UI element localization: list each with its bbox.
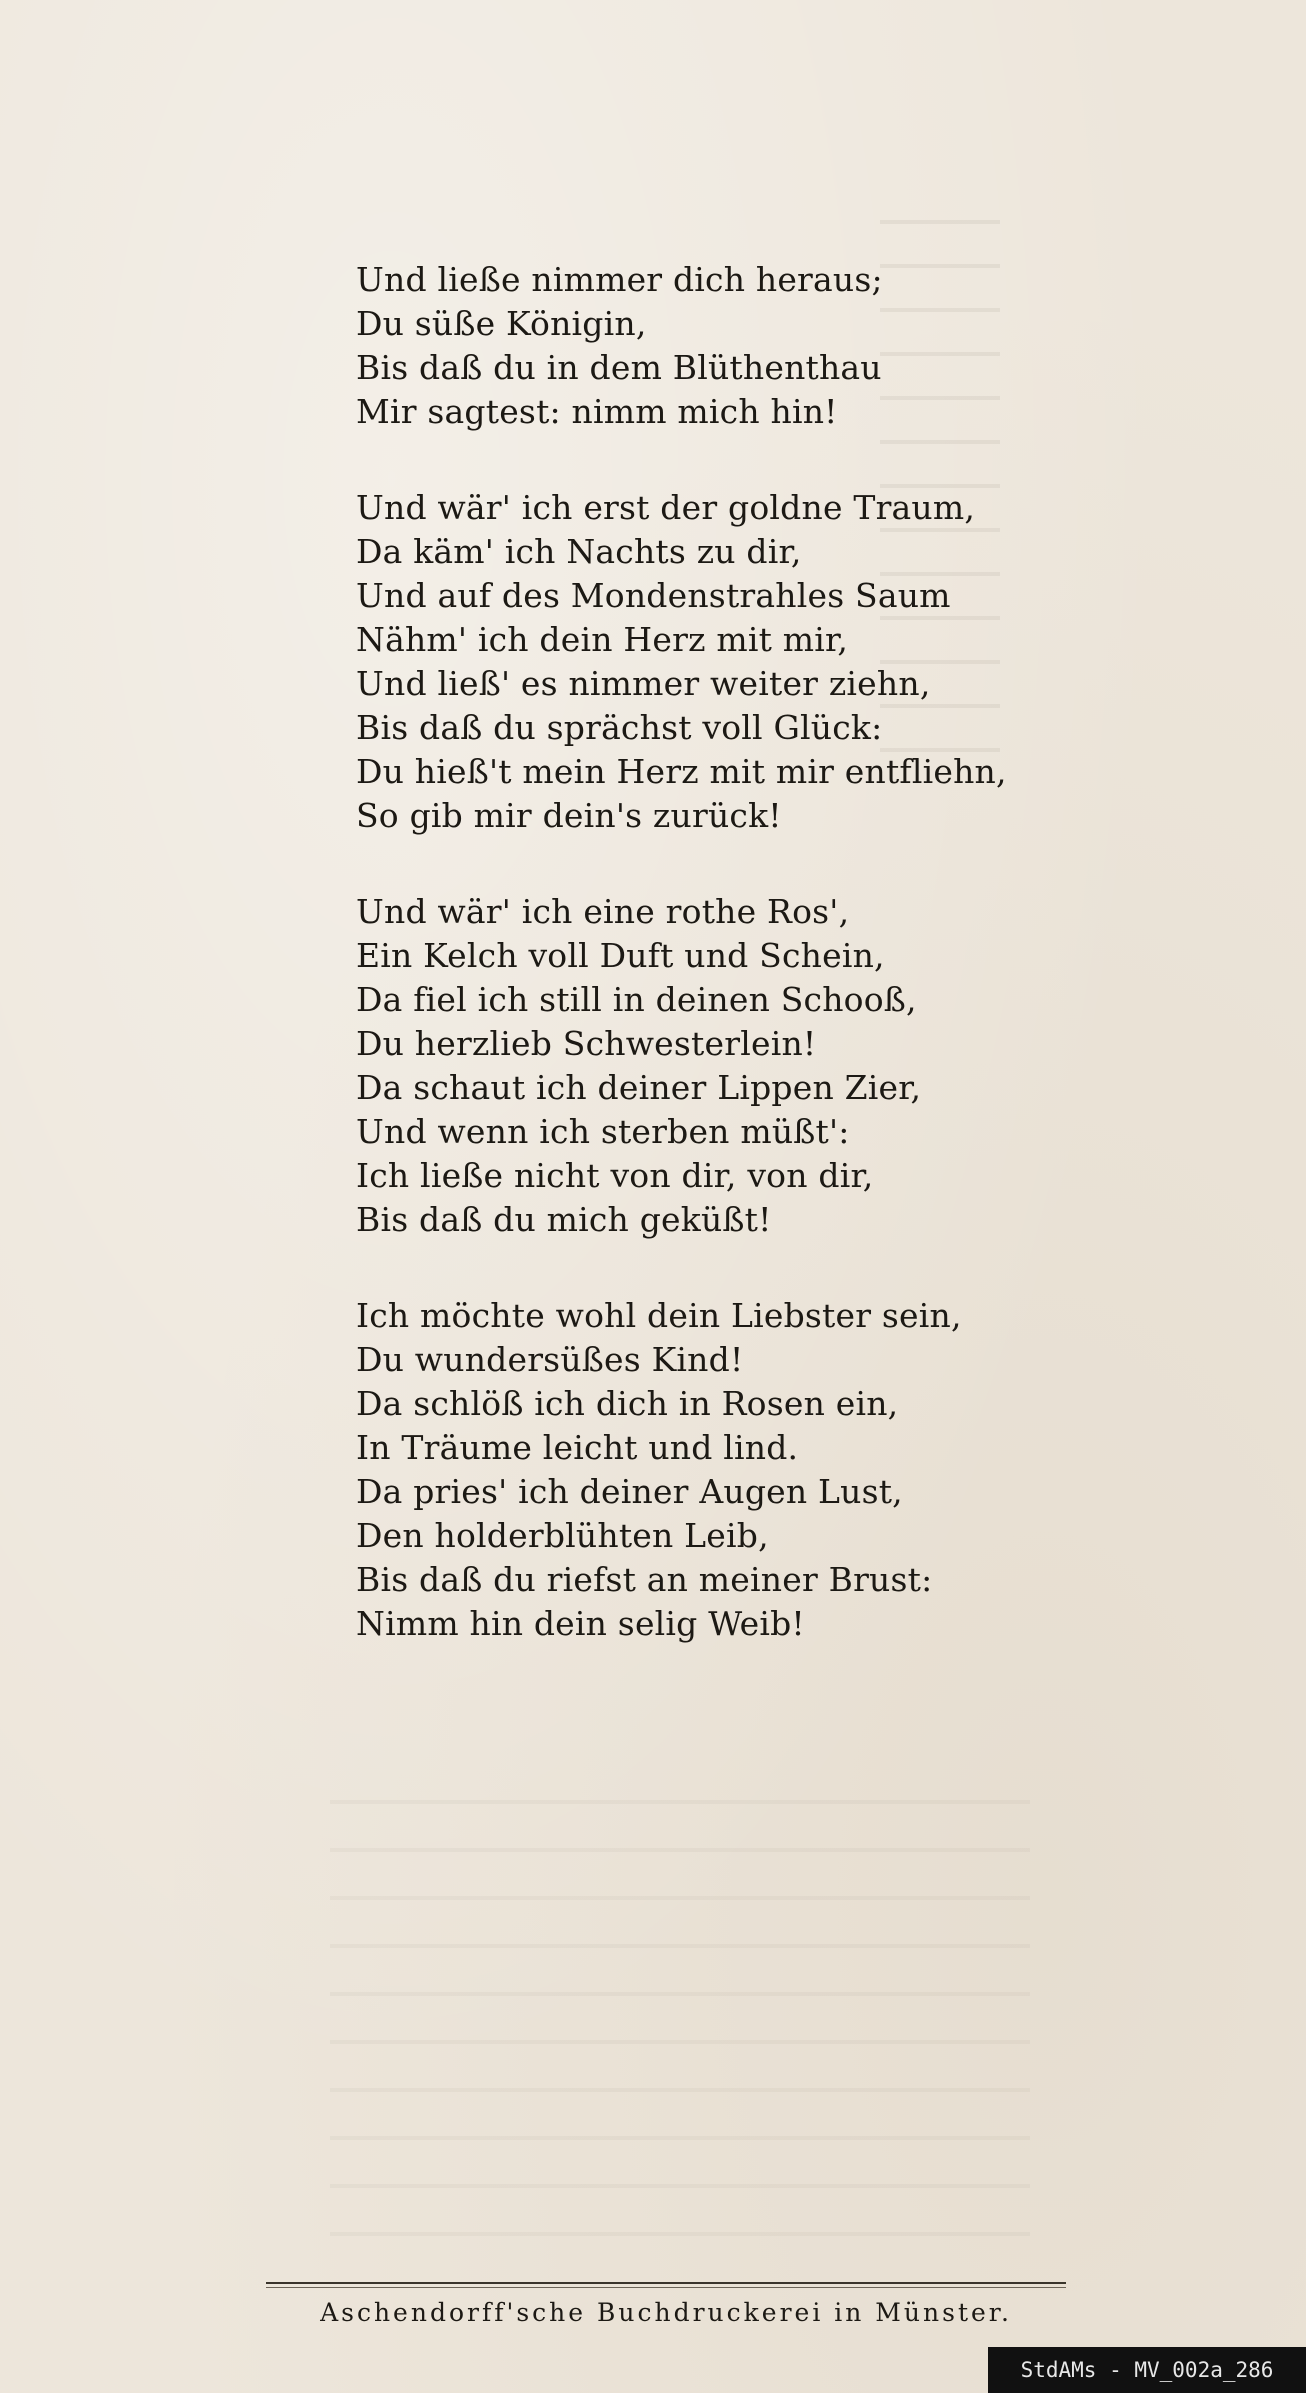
poem-line: In Träume leicht und lind. <box>356 1428 799 1467</box>
poem-line: Du hieß't mein Herz mit mir entfliehn, <box>356 752 1007 791</box>
poem-line: Da schlöß ich dich in Rosen ein, <box>356 1384 899 1423</box>
poem-line: Da schaut ich deiner Lippen Zier, <box>356 1068 922 1107</box>
archive-label: StdAMs - MV_002a_286 <box>988 2347 1306 2393</box>
stanza-1 <box>356 258 1076 434</box>
poem-line: Bis daß du sprächst voll Glück: <box>356 708 883 747</box>
footer-divider <box>266 2282 1066 2284</box>
poem-line: Bis daß du riefst an meiner Brust: <box>356 1560 933 1599</box>
poem-line: Und wär' ich erst der goldne Traum, <box>356 488 976 527</box>
poem-line: Nimm hin dein selig Weib! <box>356 1604 805 1643</box>
poem-line: Nähm' ich dein Herz mit mir, <box>356 620 849 659</box>
bleed-through-texture <box>330 1800 1030 2240</box>
poem-line: Du herzlieb Schwesterlein! <box>356 1024 817 1063</box>
printer-imprint: Aschendorff'sche Buchdruckerei in Münster. <box>320 2298 1012 2327</box>
stanza-2 <box>356 486 1076 838</box>
poem-line: Und ließe nimmer dich heraus; <box>356 260 883 299</box>
poem-line: Ein Kelch voll Duft und Schein, <box>356 936 885 975</box>
poem-line: Und wenn ich sterben müßt': <box>356 1112 850 1151</box>
poem-line: Da fiel ich still in deinen Schooß, <box>356 980 917 1019</box>
poem-line: Bis daß du in dem Blüthenthau <box>356 348 882 387</box>
poem-line: Ich möchte wohl dein Liebster sein, <box>356 1296 962 1335</box>
poem-line: Den holderblühten Leib, <box>356 1516 769 1555</box>
poem-line: Du süße Königin, <box>356 304 647 343</box>
poem-text <box>356 258 1076 1698</box>
poem-line: Bis daß du mich geküßt! <box>356 1200 772 1239</box>
poem-line: Und ließ' es nimmer weiter ziehn, <box>356 664 931 703</box>
poem-line: Ich ließe nicht von dir, von dir, <box>356 1156 874 1195</box>
poem-line: Da pries' ich deiner Augen Lust, <box>356 1472 903 1511</box>
poem-line: So gib mir dein's zurück! <box>356 796 782 835</box>
poem-line: Und auf des Mondenstrahles Saum <box>356 576 951 615</box>
stanza-4 <box>356 1294 1076 1646</box>
poem-line: Und wär' ich eine rothe Ros', <box>356 892 850 931</box>
poem-line: Mir sagtest: nimm mich hin! <box>356 392 838 431</box>
poem-line: Du wundersüßes Kind! <box>356 1340 744 1379</box>
stanza-3 <box>356 890 1076 1242</box>
poem-line: Da käm' ich Nachts zu dir, <box>356 532 802 571</box>
